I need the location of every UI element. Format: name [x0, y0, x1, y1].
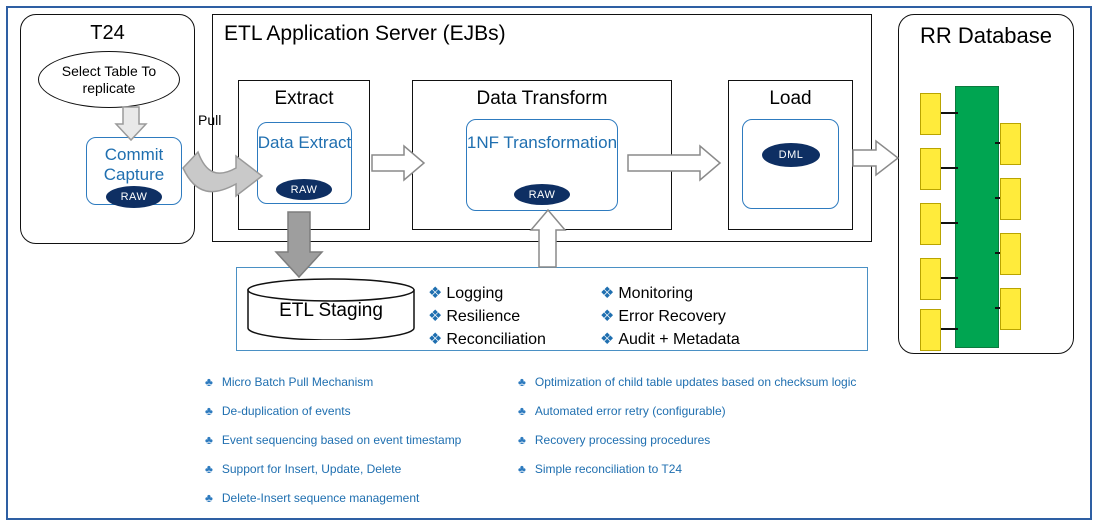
db-chip [920, 148, 941, 190]
db-chip [1000, 288, 1021, 330]
bullet-item: ♣ De-duplication of events [205, 397, 535, 426]
feature-item: ❖ Error Recovery [600, 308, 726, 325]
db-chip [920, 258, 941, 300]
staging-features-left [428, 282, 608, 351]
db-chip [1000, 233, 1021, 275]
data-extract-label: Data Extract [257, 133, 352, 152]
db-connector [938, 328, 958, 330]
bullets-left [205, 368, 535, 513]
dml-badge: DML [762, 143, 820, 167]
transformation-badge: RAW [514, 184, 570, 205]
feature-item: ❖ Monitoring [600, 285, 694, 302]
diamond-bullet-icon: ❖ [600, 308, 615, 325]
commit-capture-badge: RAW [106, 186, 162, 208]
feature-item: ❖ Resilience [428, 308, 521, 325]
etl-staging-label: ETL Staging [279, 300, 383, 321]
db-connector [938, 167, 958, 169]
rr-database-main-bar [955, 86, 999, 348]
bullet-icon: ♣ [205, 491, 213, 505]
bullet-icon: ♣ [518, 462, 526, 476]
db-connector [938, 277, 958, 279]
db-chip [1000, 123, 1021, 165]
transform-stage-title: Data Transform [476, 88, 608, 109]
diamond-bullet-icon: ❖ [428, 308, 443, 325]
pull-label: Pull [198, 112, 222, 128]
feature-item: ❖ Logging [428, 285, 504, 302]
db-chip [920, 93, 941, 135]
bullet-icon: ♣ [205, 375, 213, 389]
load-stage-title: Load [769, 88, 812, 109]
bullet-item: ♣ Delete-Insert sequence management [205, 484, 535, 513]
bullet-item: ♣ Micro Batch Pull Mechanism [205, 368, 535, 397]
diamond-bullet-icon: ❖ [600, 285, 615, 302]
rr-database-title: RR Database [919, 23, 1053, 48]
extract-stage-title: Extract [274, 88, 334, 109]
bullet-icon: ♣ [518, 375, 526, 389]
etl-app-server-title: ETL Application Server (EJBs) [224, 22, 506, 45]
bullet-item: ♣ Event sequencing based on event timestamp [205, 426, 535, 455]
diamond-bullet-icon: ❖ [428, 331, 443, 348]
bullet-icon: ♣ [205, 433, 213, 447]
bullet-item: ♣ Support for Insert, Update, Delete [205, 455, 535, 484]
db-connector [938, 222, 958, 224]
bullet-item: ♣ Optimization of child table updates based on checksum logic [518, 368, 938, 397]
bullets-right [518, 368, 938, 484]
t24-title: T24 [90, 22, 125, 44]
data-extract-badge: RAW [276, 179, 332, 200]
feature-item: ❖ Audit + Metadata [600, 331, 740, 348]
db-chip [1000, 178, 1021, 220]
db-chip [920, 203, 941, 245]
staging-features-right [600, 282, 820, 351]
t24-container [20, 14, 195, 244]
feature-item: ❖ Reconciliation [428, 331, 546, 348]
bullet-icon: ♣ [518, 433, 526, 447]
transformation-label: 1NF Transformation [466, 133, 618, 152]
commit-capture-label: Commit Capture [103, 145, 165, 184]
bullet-item: ♣ Recovery processing procedures [518, 426, 938, 455]
bullet-item: ♣ Automated error retry (configurable) [518, 397, 938, 426]
bullet-icon: ♣ [518, 404, 526, 418]
bullet-icon: ♣ [205, 404, 213, 418]
db-connector [938, 112, 958, 114]
select-table-ellipse [38, 51, 180, 108]
diamond-bullet-icon: ❖ [428, 285, 443, 302]
diamond-bullet-icon: ❖ [600, 331, 615, 348]
bullet-item: ♣ Simple reconciliation to T24 [518, 455, 938, 484]
db-chip [920, 309, 941, 351]
select-table-label: Select Table To replicate [61, 62, 157, 96]
bullet-icon: ♣ [205, 462, 213, 476]
